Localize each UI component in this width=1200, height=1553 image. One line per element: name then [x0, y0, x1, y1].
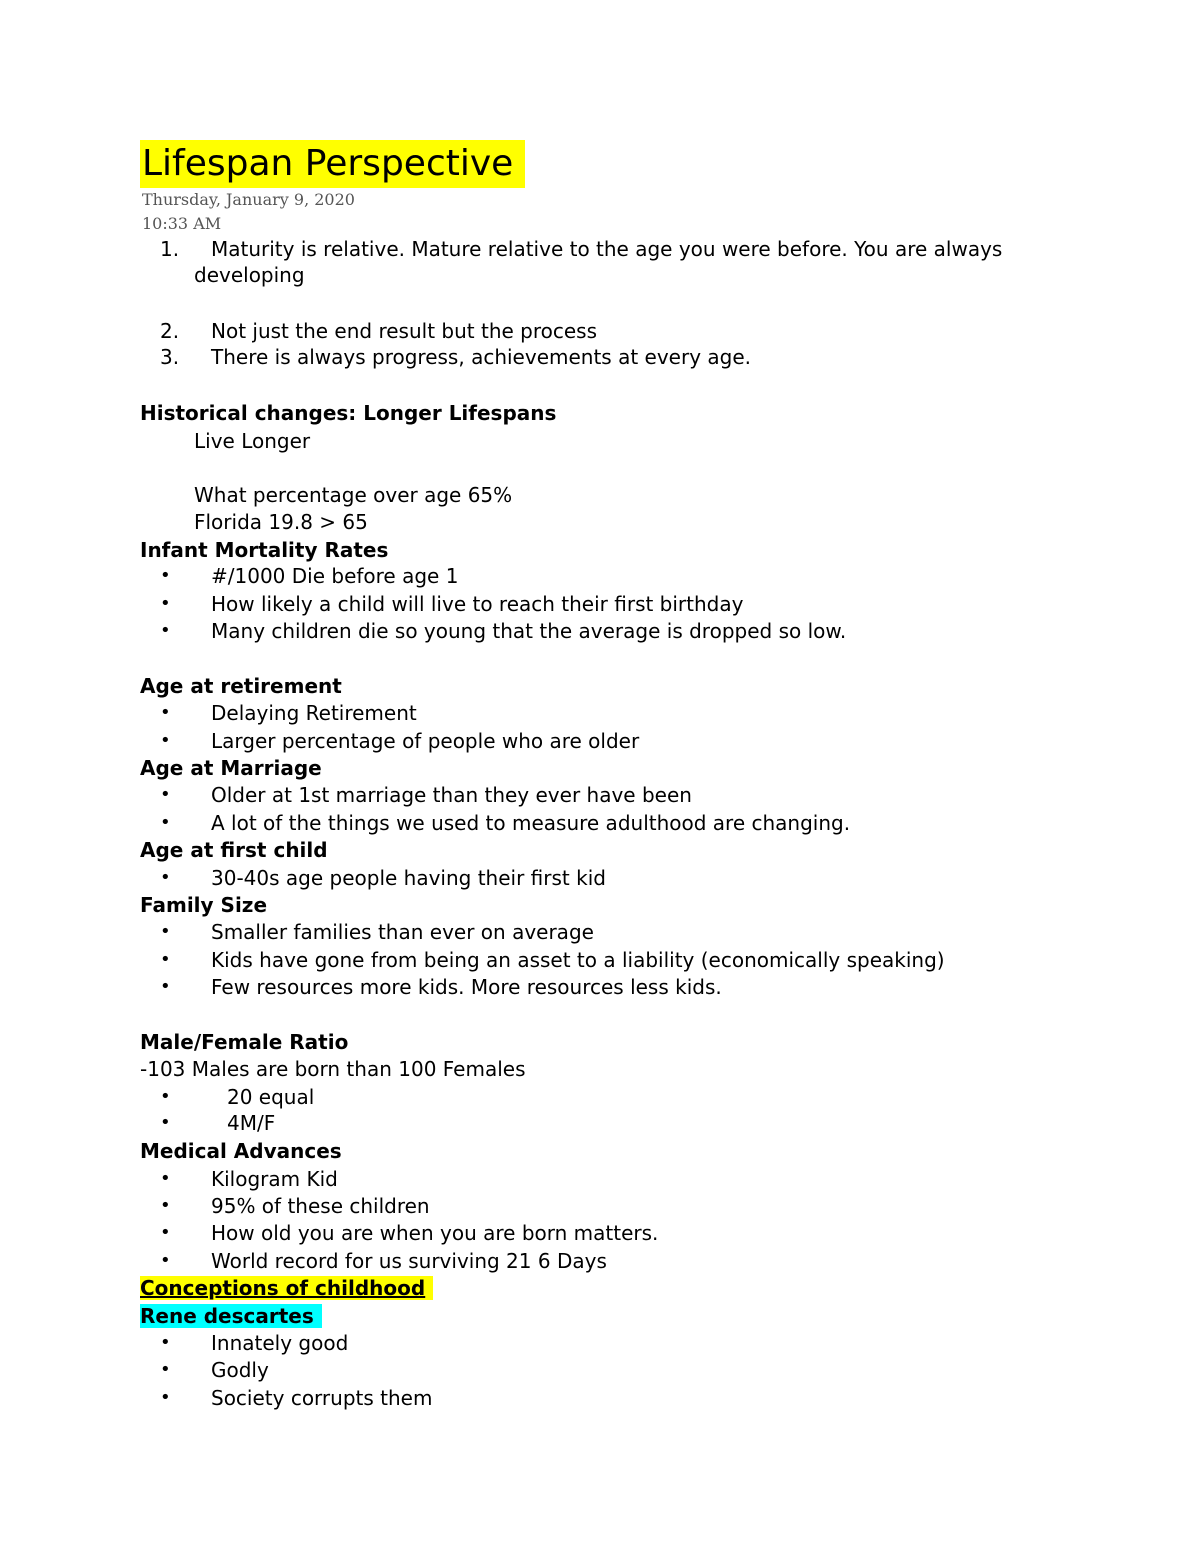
bullet-icon: •: [160, 565, 171, 586]
list-item: Innately good: [211, 1331, 349, 1355]
bullet-icon: •: [160, 812, 171, 833]
section-heading: Age at Marriage: [140, 756, 322, 780]
section-heading: Historical changes: Longer Lifespans: [140, 401, 557, 425]
list-number: 3.: [160, 345, 180, 369]
bullet-icon: •: [160, 1250, 171, 1271]
section-heading: Male/Female Ratio: [140, 1030, 349, 1054]
section-heading: Age at first child: [140, 838, 328, 862]
section-heading: Age at retirement: [140, 674, 342, 698]
bullet-icon: •: [160, 620, 171, 641]
section-heading-highlighted: [140, 1303, 322, 1329]
bullet-icon: •: [160, 1359, 171, 1380]
list-item: Kids have gone from being an asset to a liability (economically speaking): [211, 948, 945, 972]
bullet-icon: •: [160, 1222, 171, 1243]
list-item: Older at 1st marriage than they ever have been: [211, 783, 692, 807]
list-item: Not just the end result but the process: [211, 319, 598, 343]
list-number: 1.: [160, 237, 180, 261]
page-title: Lifespan Perspective: [140, 140, 525, 188]
list-item: 30-40s age people having their first kid: [211, 866, 606, 890]
list-item: How likely a child will live to reach their first birthday: [211, 592, 744, 616]
page-date: Thursday, January 9, 2020: [142, 190, 355, 209]
bullet-icon: •: [160, 1086, 171, 1107]
section-heading: Family Size: [140, 893, 268, 917]
bullet-icon: •: [160, 1112, 171, 1133]
note-line: What percentage over age 65%: [194, 483, 513, 507]
section-heading-highlighted: [140, 1275, 433, 1301]
bullet-icon: •: [160, 1332, 171, 1353]
bullet-icon: •: [160, 976, 171, 997]
bullet-icon: •: [160, 1168, 171, 1189]
list-item: 20 equal: [227, 1085, 315, 1109]
list-item: A lot of the things we used to measure adulthood are changing.: [211, 811, 851, 835]
bullet-icon: •: [160, 784, 171, 805]
bullet-icon: •: [160, 702, 171, 723]
list-item: Many children die so young that the average is dropped so low.: [211, 619, 847, 643]
bullet-icon: •: [160, 730, 171, 751]
list-item: Delaying Retirement: [211, 701, 417, 725]
bullet-icon: •: [160, 921, 171, 942]
list-item: Few resources more kids. More resources less kids.: [211, 975, 722, 999]
list-item: Maturity is relative. Mature relative to the age you were before. You are always: [211, 237, 1003, 261]
bullet-icon: •: [160, 867, 171, 888]
section-heading: Medical Advances: [140, 1139, 342, 1163]
highlighted-text: Rene descartes: [140, 1304, 322, 1328]
note-line: Live Longer: [194, 429, 311, 453]
list-item: Kilogram Kid: [211, 1167, 338, 1191]
bullet-icon: •: [160, 593, 171, 614]
list-item: Larger percentage of people who are older: [211, 729, 640, 753]
list-item: How old you are when you are born matters.: [211, 1221, 659, 1245]
list-item: #/1000 Die before age 1: [211, 564, 459, 588]
highlighted-text: Conceptions of childhood: [140, 1276, 433, 1300]
bullet-icon: •: [160, 949, 171, 970]
list-item: 4M/F: [227, 1111, 276, 1135]
page-time: 10:33 AM: [142, 214, 222, 233]
list-item: Society corrupts them: [211, 1386, 433, 1410]
list-item-continuation: developing: [194, 263, 305, 287]
note-line: -103 Males are born than 100 Females: [140, 1057, 526, 1081]
list-item: Smaller families than ever on average: [211, 920, 594, 944]
bullet-icon: •: [160, 1195, 171, 1216]
list-item: Godly: [211, 1358, 269, 1382]
list-item: There is always progress, achievements at every age.: [211, 345, 752, 369]
list-number: 2.: [160, 319, 180, 343]
list-item: 95% of these children: [211, 1194, 430, 1218]
bullet-icon: •: [160, 1387, 171, 1408]
note-line: Florida 19.8 > 65: [194, 510, 368, 534]
list-item: World record for us surviving 21 6 Days: [211, 1249, 607, 1273]
section-heading: Infant Mortality Rates: [140, 538, 389, 562]
